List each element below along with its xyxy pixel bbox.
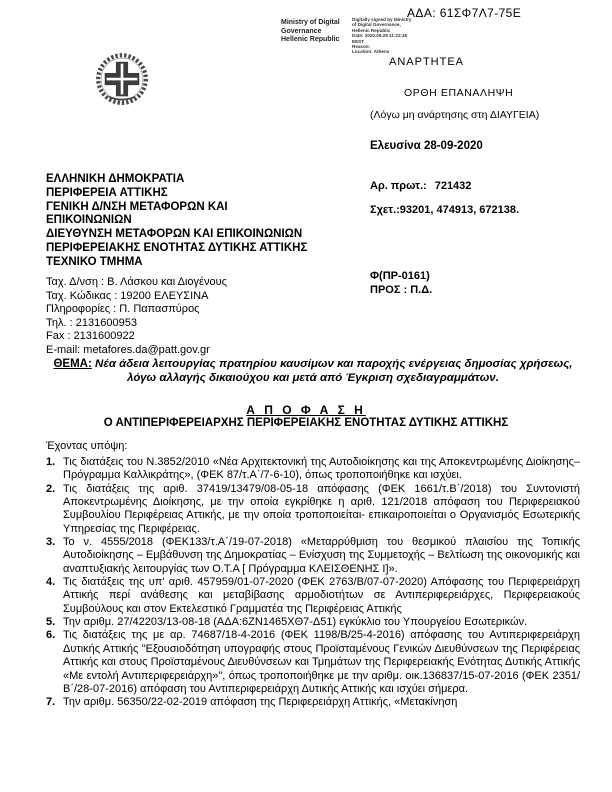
agency-line: ΓΕΝΙΚΗ Δ/ΝΣΗ ΜΕΤΑΦΟΡΩΝ ΚΑΙ xyxy=(46,200,228,213)
list-item-text: Τις διατάξεις της με αρ. 74687/18-4-2016 (ΦΕΚ 1198/Β/25-4-2016) απόφασης του Αντιπεριφερειάρχη Δυτικής Αττικής "Εξουσιοδότηση υπογραφής στους Προϊσταμένους Γενικών Διευθύνσεων της Περιφέρειας Αττικής και στους Προϊσταμένους Διευθύνσεων και Τμημάτων της Περιφερειακής Ενότητας Δυτικής Αττικής «Με εντολή Αντιπεριφερειάρχη»", όπως τροποποιήθηκε με την αριθμ. οικ.136837/15-07-2016 (ΦΕΚ 2351/Β΄/28-07-2016) απόφαση του Αντιπεριφερειάρχη Δυτικής Αττικής και ισχύει σήμερα. xyxy=(63,629,580,695)
ministry-stamp-line: Hellenic Republic xyxy=(281,36,340,43)
signature-line: of Digital Governance, xyxy=(352,22,401,28)
protocol-label: Αρ. πρωτ.: xyxy=(370,180,427,192)
list-item-number: 6. xyxy=(46,629,56,642)
recipient: ΠΡΟΣ : Π.Δ. xyxy=(370,284,433,296)
signature-line: Digitally signed by Ministry xyxy=(352,17,412,22)
list-item xyxy=(46,696,580,709)
agency-line: ΠΕΡΙΦΕΡΕΙΑΚΗΣ ΕΝΟΤΗΤΑΣ ΔΥΤΙΚΗΣ ΑΤΤΙΚΗΣ xyxy=(46,241,308,254)
list-item-text: Την αριθμ. 27/42203/13-08-18 (ΑΔΑ:6ΖΝ1465ΧΘ7-Δ51) εγκύκλιο του Υπουργείου Εσωτερικών. xyxy=(63,616,528,629)
list-item xyxy=(46,456,580,483)
signature-line: Location: Athens xyxy=(352,49,390,55)
hellenic-republic-emblem-icon xyxy=(94,52,150,108)
anartitea-label: ΑΝΑΡΤΗΤΕΑ xyxy=(389,56,465,68)
ministry-stamp-line: Ministry of Digital xyxy=(281,19,340,26)
digital-signature-details xyxy=(352,17,411,55)
contact-details xyxy=(46,276,366,358)
signature-line: EEST xyxy=(352,38,364,44)
list-item-number: 5. xyxy=(46,616,56,629)
agency-header xyxy=(46,173,376,270)
list-item xyxy=(46,629,580,696)
decision-heading xyxy=(0,403,612,417)
related-numbers: Σχετ.:93201, 474913, 672138. xyxy=(370,204,520,216)
emblem-graphic xyxy=(94,52,150,108)
protocol-value: 721432 xyxy=(434,180,472,192)
agency-line: ΤΕΧΝΙΚΟ ΤΜΗΜΑ xyxy=(46,255,143,268)
contact-person: Πληροφορίες : Π. Παπασπύρος xyxy=(46,303,200,316)
list-item-text: Τις διατάξεις του Ν.3852/2010 «Νέα Αρχιτεκτονική της Αυτοδιοίκησης και της Αποκεντρωμένης Διοίκησης– Πρόγραμμα Καλλικράτης», (ΦΕΚ 87/τ.Α΄/7-6-10), όπως τροποποιήθηκε και ισχύει. xyxy=(63,456,580,482)
contact-address: Ταχ. Δ/νση : Β. Λάσκου και Διογένους xyxy=(46,276,227,288)
list-item-text: Τις διατάξεις της υπ' αριθ. 457959/01-07-2020 (ΦΕΚ 2763/Β/07-07-2020) Απόφασης του Περιφερειάρχη Αττικής περί ανάθεσης και μεταβίβασης αρμοδιοτήτων σε Αντιπεριφερειάρχες, Περιφερειακούς Συμβούλους και στον Εκτελεστικό Γραμματέα της Περιφέρειας Αττικής xyxy=(63,576,580,615)
list-item-text: Την αριθμ. 56350/22-02-2019 απόφαση της Περιφερειάρχη Αττικής, «Μετακίνηση xyxy=(63,696,458,709)
signature-line: Date: 2020.09.28 11:22:35 xyxy=(352,33,408,39)
list-item xyxy=(46,576,580,616)
subject-text: Νέα άδεια λειτουργίας πρατηρίου καυσίμων και παροχής ενέργειας δημοσίας χρήσεως, λόγω αλλαγής δικαιούχου και μετά από Έγκριση σχεδιαγραμμάτων. xyxy=(91,358,573,384)
decision-heading-text: Α Π Ο Φ Α Σ Η xyxy=(246,403,366,417)
subject-paragraph xyxy=(46,357,580,385)
list-item-number: 7. xyxy=(46,696,56,709)
list-item-number: 3. xyxy=(46,536,56,549)
city-date: Ελευσίνα 28-09-2020 xyxy=(370,140,483,152)
list-item xyxy=(46,536,580,576)
ministry-stamp xyxy=(281,19,340,45)
ministry-stamp-line: Governance xyxy=(281,27,322,35)
having-regard-label: Έχοντας υπόψη: xyxy=(46,440,128,452)
agency-line: ΔΙΕΥΘΥΝΣΗ ΜΕΤΑΦΟΡΩΝ ΚΑΙ ΕΠΙΚΟΙΝΩΝΙΩΝ xyxy=(46,228,303,241)
subject-label: ΘΕΜΑ: xyxy=(53,358,92,370)
ada-code: ΑΔΑ: 61ΣΦ7Λ7-75Ε xyxy=(407,6,522,20)
orthi-note: (Λόγω μη ανάρτησης στη ΔΙΑΥΓΕΙΑ) xyxy=(370,109,540,121)
contact-postcode: Ταχ. Κώδικας : 19200 ΕΛΕΥΣΙΝΑ xyxy=(46,289,209,302)
signature-line: Reason: xyxy=(352,44,371,50)
contact-phone: Τηλ. : 2131600953 xyxy=(46,316,137,329)
contact-fax: Fax : 2131600922 xyxy=(46,330,135,343)
agency-line: ΠΕΡΙΦΕΡΕΙΑ ΑΤΤΙΚΗΣ xyxy=(46,186,168,199)
orthi-epanalipsi-label: ΟΡΘΗ ΕΠΑΝΑΛΗΨΗ xyxy=(404,87,514,99)
considerations-list xyxy=(46,456,580,710)
decision-authority: Ο ΑΝΤΙΠΕΡΙΦΕΡΕΙΑΡΧΗΣ ΠΕΡΙΦΕΡΕΙΑΚΗΣ ΕΝΟΤΗΤΑΣ ΔΥΤΙΚΗΣ ΑΤΤΙΚΗΣ xyxy=(103,417,509,429)
list-item xyxy=(46,616,580,629)
agency-line: ΕΠΙΚΟΙΝΩΝΙΩΝ xyxy=(46,214,132,227)
list-item-number: 1. xyxy=(46,456,56,468)
list-item-text: Το ν. 4555/2018 (ΦΕΚ133/τ.Α΄/19-07-2018) «Μεταρρύθμιση του θεσμικού πλαισίου της Τοπικής Αυτοδιοίκησης – Εμβάθυνση της Δημοκρατίας – Ενίσχυση της Συμμετοχής – Βελτίωση της οικονομικής και αναπτυξιακής λειτουργίας των Ο.Τ.Α [ Πρόγραμμα ΚΛΕΙΣΘΕΝΗΣ Ι]». xyxy=(63,536,580,575)
protocol-number xyxy=(370,180,471,192)
list-item xyxy=(46,483,580,536)
list-item-number: 4. xyxy=(46,576,56,589)
agency-line: ΕΛΛΗΝΙΚΗ ΔΗΜΟΚΡΑΤΙΑ xyxy=(46,173,185,185)
contact-email: E-mail: metafores.da@patt.gov.gr xyxy=(46,343,210,356)
list-item-number: 2. xyxy=(46,482,56,495)
list-item-text: Τις διατάξεις της αριθ. 37419/13479/08-05-18 απόφασης (ΦΕΚ 1661/τ.Β΄/2018) του Συντονιστή Αποκεντρωμένης Διοίκησης, με την οποία εγκρίθηκε η αριθ. 121/2018 απόφαση του Περιφερειακού Συμβουλίου Περιφέρειας Αττικής, με την οποία τροποποιείται- επικαιροποιείται ο Οργανισμός Εσωτερικής Υπηρεσίας της Περιφέρειας. xyxy=(63,482,580,535)
file-reference: Φ(ΠΡ-0161) xyxy=(370,270,430,282)
signature-line: Hellenic Republic xyxy=(352,27,391,33)
